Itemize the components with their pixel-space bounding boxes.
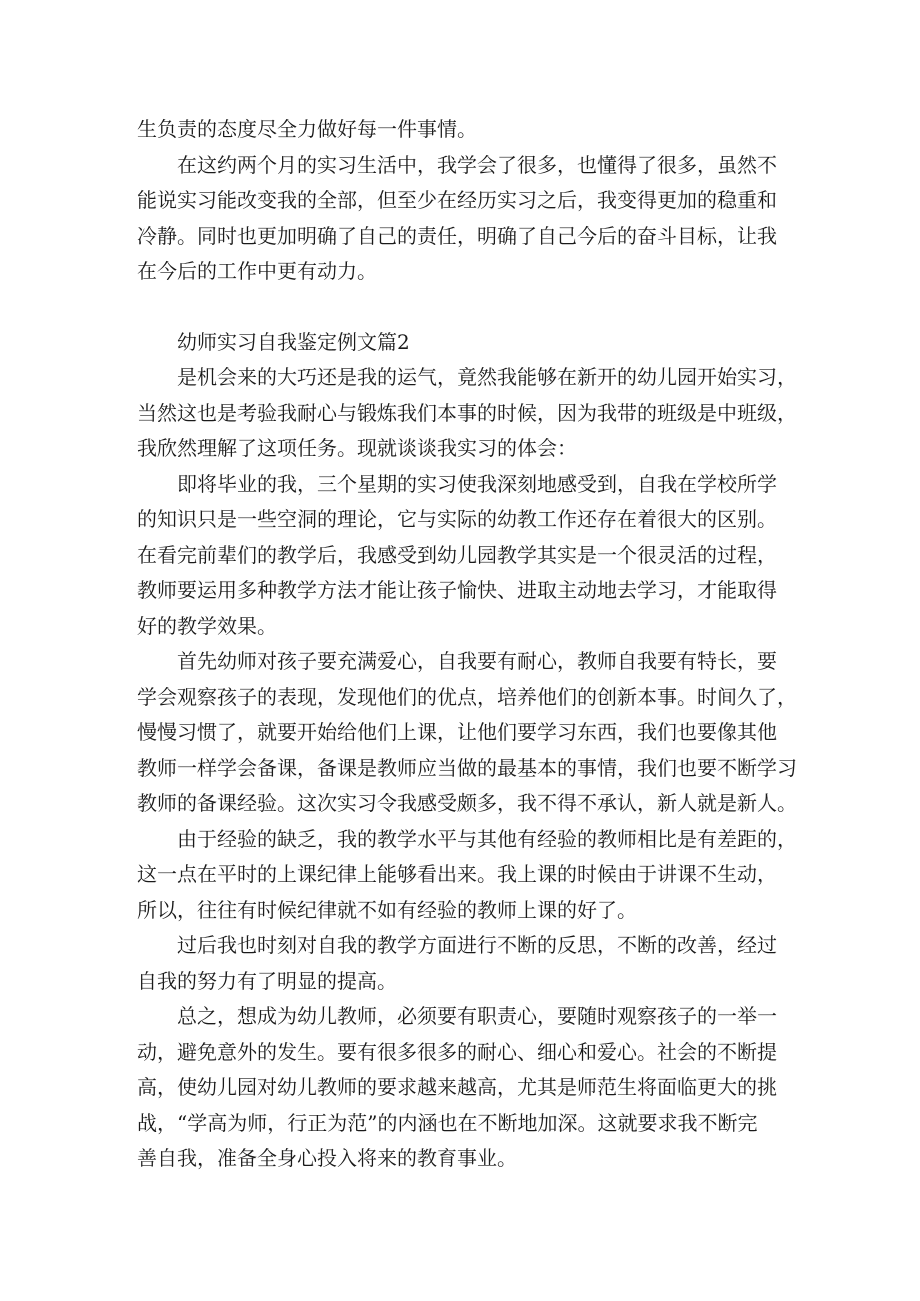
paragraph-line: 教师一样学会备课，备课是教师应当做的最基本的事情，我们也要不断学习 [137, 755, 797, 780]
paragraph-line: 所以，往往有时候纪律就不如有经验的教师上课的好了。 [137, 897, 637, 922]
paragraph-line: 好的教学效果。 [137, 613, 277, 638]
paragraph-line: 自我的努力有了明显的提高。 [137, 968, 397, 993]
section-spacer [137, 290, 787, 325]
paragraph-line: 善自我，准备全身心投入将来的教育事业。 [137, 1146, 517, 1170]
paragraph-line: 过后我也时刻对自我的教学方面进行不断的反思，不断的改善，经过 [177, 933, 777, 957]
paragraph-line: 教师要运用多种教学方法才能让孩子愉快、进取主动地去学习，才能取得 [137, 578, 777, 602]
paragraph-line: 生负责的态度尽全力做好每一件事情。 [137, 117, 477, 141]
paragraph-line: 战，“学高为师，行正为范”的内涵也在不断地加深。这就要求我不断完 [137, 1110, 758, 1135]
document-body [137, 112, 797, 1177]
paragraph-line: 教师的备课经验。这次实习令我感受颇多，我不得不承认，新人就是新人。 [137, 791, 797, 815]
paragraph-line: 慢慢习惯了，就要开始给他们上课，让他们要学习东西，我们也要像其他 [137, 720, 777, 744]
paragraph-line: 高，使幼儿园对幼儿教师的要求越来越高，尤其是师范生将面临更大的挑 [137, 1075, 777, 1099]
paragraph-line: 能说实习能改变我的全部，但至少在经历实习之后，我变得更加的稳重和 [137, 188, 777, 212]
paragraph-line: 在今后的工作中更有动力。 [137, 259, 377, 283]
section-heading: 幼师实习自我鉴定例文篇2 [177, 329, 410, 354]
paragraph-line: 这一点在平时的上课纪律上能够看出来。我上课的时候由于讲课不生动， [137, 862, 777, 886]
paragraph-line: 学会观察孩子的表现，发现他们的优点，培养他们的创新本事。时间久了， [137, 684, 797, 709]
paragraph-line: 我欣然理解了这项任务。现就谈谈我实习的体会： [137, 436, 577, 460]
paragraph-line: 由于经验的缺乏，我的教学水平与其他有经验的教师相比是有差距的， [177, 826, 797, 851]
paragraph-line: 冷静。同时也更加明确了自己的责任，明确了自己今后的奋斗目标，让我 [137, 223, 777, 248]
paragraph-line: 当然这也是考验我耐心与锻炼我们本事的时候，因为我带的班级是中班级， [137, 400, 797, 425]
paragraph-line: 动，避免意外的发生。要有很多很多的耐心、细心和爱心。社会的不断提 [137, 1039, 777, 1064]
paragraph-line: 总之，想成为幼儿教师，必须要有职责心，要随时观察孩子的一举一 [177, 1004, 777, 1028]
paragraph-line: 在这约两个月的实习生活中，我学会了很多，也懂得了很多，虽然不 [177, 152, 777, 177]
paragraph-line: 首先幼师对孩子要充满爱心，自我要有耐心，教师自我要有特长，要 [177, 649, 777, 673]
paragraph-line: 在看完前辈们的教学后，我感受到幼儿园教学其实是一个很灵活的过程， [137, 542, 777, 567]
paragraph-line: 的知识只是一些空洞的理论，它与实际的幼教工作还存在着很大的区别。 [137, 507, 777, 531]
paragraph-line: 即将毕业的我，三个星期的实习使我深刻地感受到，自我在学校所学 [177, 471, 777, 496]
paragraph-line: 是机会来的大巧还是我的运气，竟然我能够在新开的幼儿园开始实习， [177, 365, 797, 389]
